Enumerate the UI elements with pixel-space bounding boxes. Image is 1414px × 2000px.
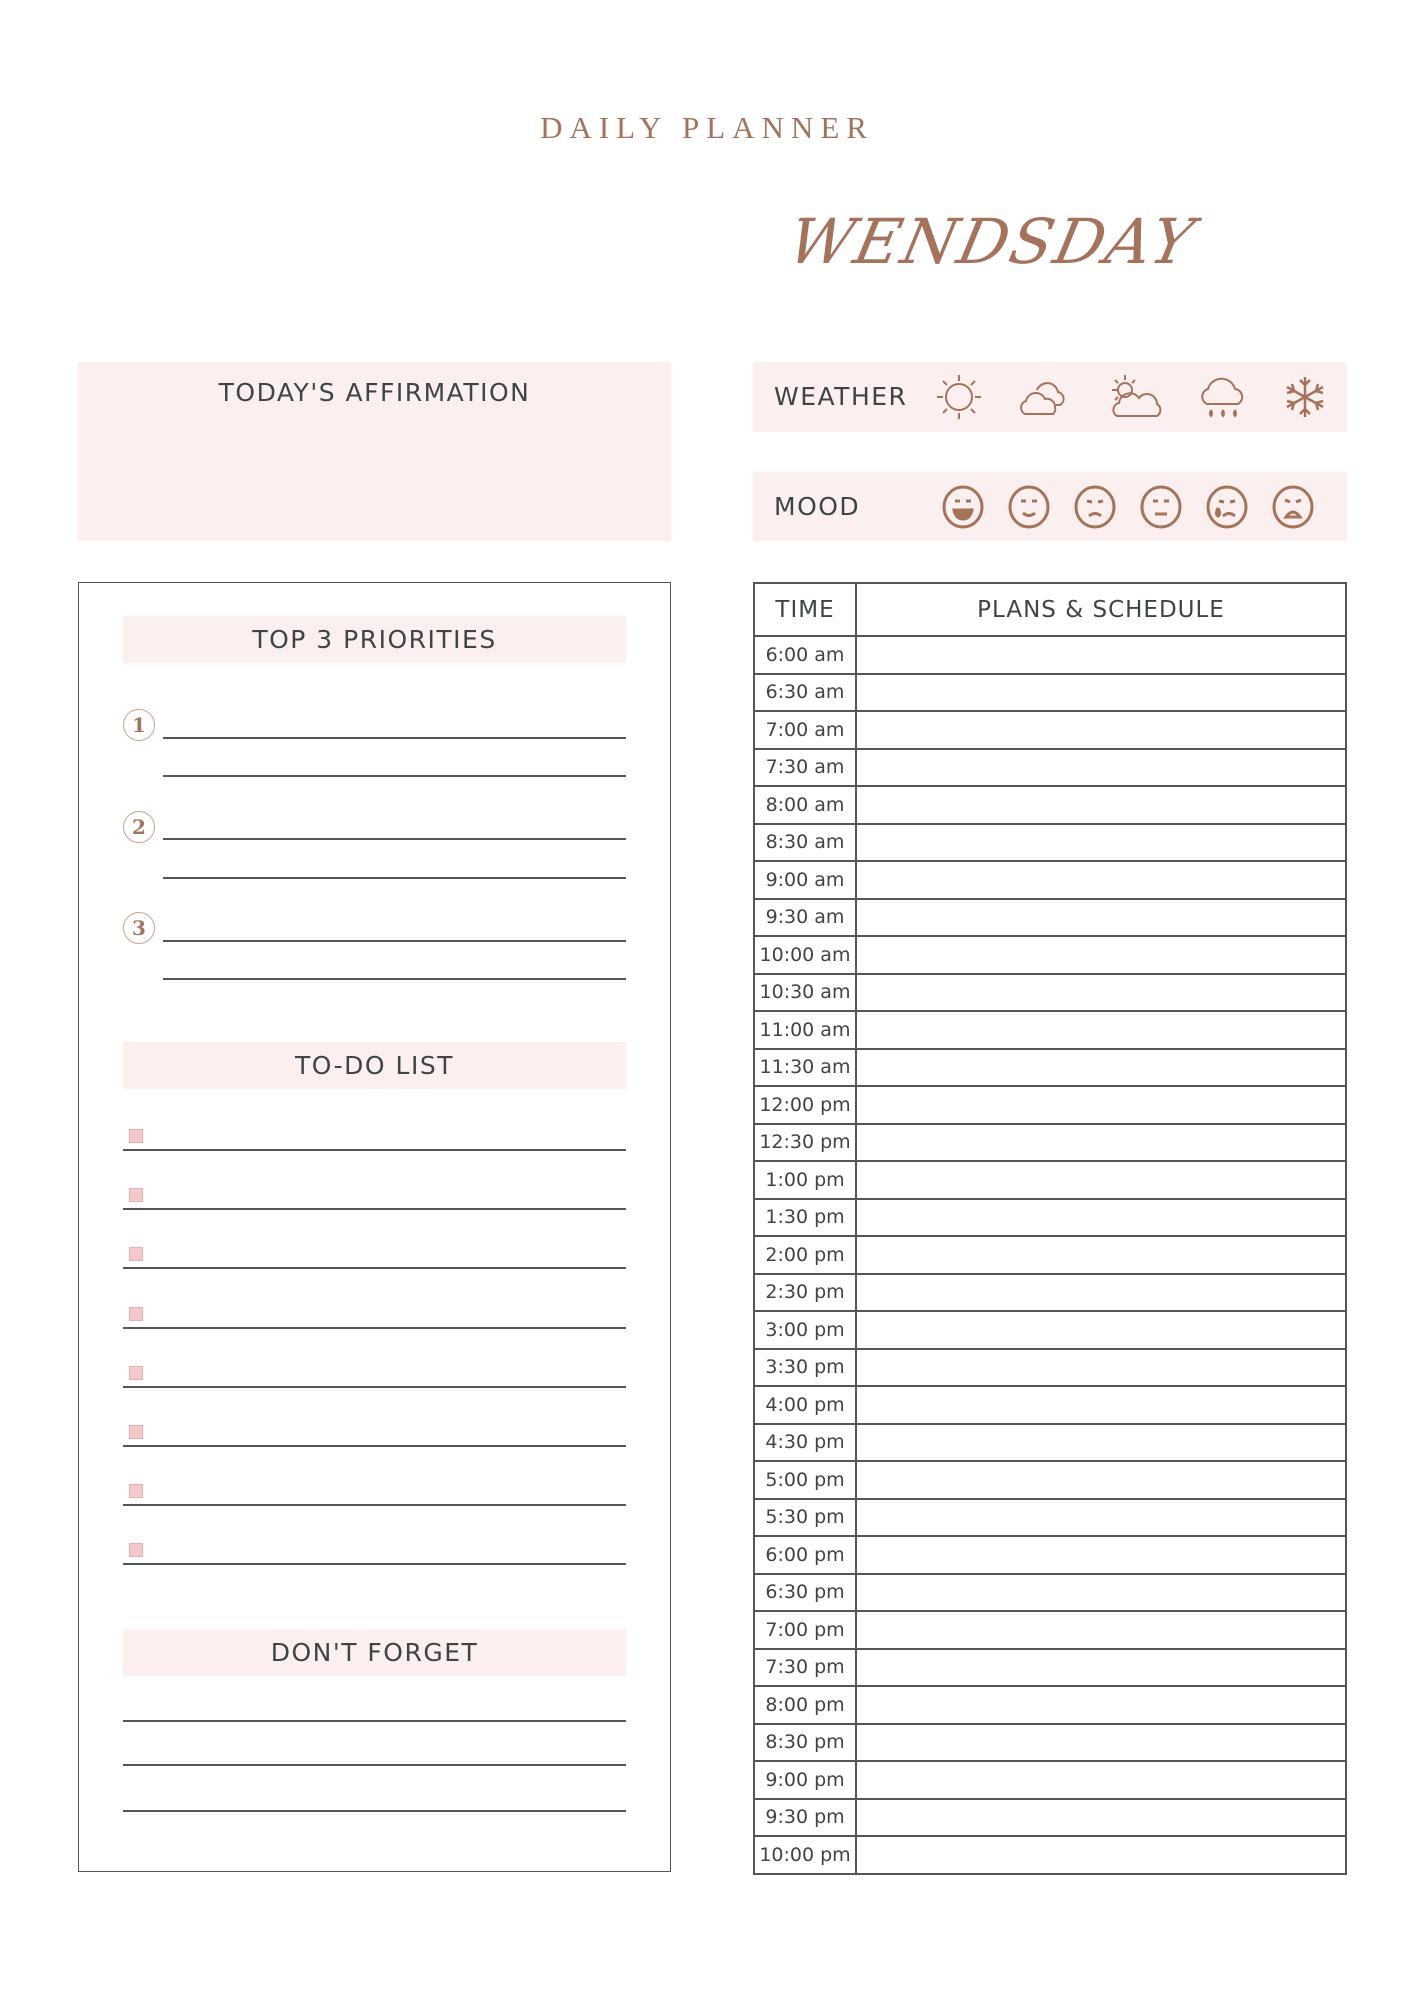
todo-line[interactable]: [123, 1208, 626, 1210]
time-cell: 11:00 am: [755, 1011, 856, 1049]
time-cell: 10:00 pm: [755, 1836, 856, 1873]
schedule-row: [755, 1349, 1345, 1387]
cloudy-icon[interactable]: [1017, 372, 1075, 422]
time-cell: 2:30 pm: [755, 1274, 856, 1312]
plan-cell[interactable]: [856, 1461, 1345, 1499]
time-cell: 5:00 pm: [755, 1461, 856, 1499]
time-column-header: TIME: [755, 584, 856, 636]
priority-line[interactable]: [163, 877, 626, 879]
plan-cell[interactable]: [856, 1499, 1345, 1537]
priority-line[interactable]: [163, 940, 626, 942]
plan-cell[interactable]: [856, 1124, 1345, 1162]
plan-cell[interactable]: [856, 674, 1345, 712]
schedule-row: [755, 1086, 1345, 1124]
priorities-header: TOP 3 PRIORITIES: [123, 616, 626, 663]
affirmation-box[interactable]: [78, 362, 671, 541]
priority-line[interactable]: [163, 978, 626, 980]
plan-cell[interactable]: [856, 1274, 1345, 1312]
time-cell: 10:30 am: [755, 974, 856, 1012]
plan-cell[interactable]: [856, 1011, 1345, 1049]
time-cell: 9:30 pm: [755, 1799, 856, 1837]
time-cell: 6:30 am: [755, 674, 856, 712]
time-cell: 12:00 pm: [755, 1086, 856, 1124]
schedule-row: [755, 861, 1345, 899]
plan-cell[interactable]: [856, 1761, 1345, 1799]
time-cell: 1:30 pm: [755, 1199, 856, 1237]
priority-line[interactable]: [163, 838, 626, 840]
schedule-row: [755, 1274, 1345, 1312]
todo-line[interactable]: [123, 1445, 626, 1447]
laughing-face-icon[interactable]: [941, 484, 985, 530]
schedule-row: [755, 1686, 1345, 1724]
mood-row: [753, 472, 1347, 541]
plan-cell[interactable]: [856, 1311, 1345, 1349]
plan-cell[interactable]: [856, 1536, 1345, 1574]
schedule-row: [755, 1199, 1345, 1237]
schedule-row: [755, 711, 1345, 749]
priority-line[interactable]: [163, 775, 626, 777]
time-cell: 3:00 pm: [755, 1311, 856, 1349]
day-name: WENDSDAY: [782, 205, 1203, 278]
schedule-row: [755, 1049, 1345, 1087]
schedule-row: [755, 974, 1345, 1012]
plan-cell[interactable]: [856, 1686, 1345, 1724]
time-cell: 7:00 pm: [755, 1611, 856, 1649]
plan-cell[interactable]: [856, 636, 1345, 674]
schedule-row: [755, 1799, 1345, 1837]
plan-cell[interactable]: [856, 1349, 1345, 1387]
todo-checkbox[interactable]: [129, 1425, 143, 1439]
time-cell: 5:30 pm: [755, 1499, 856, 1537]
schedule-row: [755, 674, 1345, 712]
schedule-row: [755, 749, 1345, 787]
time-cell: 6:00 am: [755, 636, 856, 674]
plan-cell[interactable]: [856, 936, 1345, 974]
schedule-row: [755, 1836, 1345, 1873]
plans-column-header: PLANS & SCHEDULE: [856, 584, 1345, 636]
partly-cloudy-icon[interactable]: [1107, 372, 1165, 422]
plan-cell[interactable]: [856, 749, 1345, 787]
todo-line[interactable]: [123, 1149, 626, 1151]
time-cell: 9:00 pm: [755, 1761, 856, 1799]
plan-cell[interactable]: [856, 1236, 1345, 1274]
plan-cell[interactable]: [856, 899, 1345, 937]
plan-cell[interactable]: [856, 711, 1345, 749]
priority-number-2: 2: [123, 811, 155, 843]
plan-cell[interactable]: [856, 1199, 1345, 1237]
plan-cell[interactable]: [856, 1574, 1345, 1612]
dont-forget-line[interactable]: [123, 1764, 626, 1766]
priority-line[interactable]: [163, 737, 626, 739]
priority-number-3: 3: [123, 912, 155, 944]
plan-cell[interactable]: [856, 1386, 1345, 1424]
schedule-row: [755, 1574, 1345, 1612]
schedule-row: [755, 1386, 1345, 1424]
rain-icon[interactable]: [1197, 372, 1249, 422]
time-cell: 6:00 pm: [755, 1536, 856, 1574]
time-cell: 9:30 am: [755, 899, 856, 937]
priority-number-1: 1: [123, 709, 155, 741]
todo-checkbox[interactable]: [129, 1129, 143, 1143]
time-cell: 3:30 pm: [755, 1349, 856, 1387]
schedule-row: [755, 1424, 1345, 1462]
time-cell: 7:30 am: [755, 749, 856, 787]
schedule-row: [755, 1724, 1345, 1762]
time-cell: 8:00 pm: [755, 1686, 856, 1724]
plan-cell[interactable]: [856, 1649, 1345, 1687]
todo-checkbox[interactable]: [129, 1307, 143, 1321]
plan-cell[interactable]: [856, 1424, 1345, 1462]
affirmation-label: TODAY'S AFFIRMATION: [218, 378, 531, 407]
plan-cell[interactable]: [856, 1086, 1345, 1124]
schedule-row: [755, 1536, 1345, 1574]
time-cell: 11:30 am: [755, 1049, 856, 1087]
schedule-row: [755, 636, 1345, 674]
neutral-face-icon[interactable]: [1139, 484, 1183, 530]
schedule-row: [755, 936, 1345, 974]
todo-checkbox[interactable]: [129, 1188, 143, 1202]
plan-cell[interactable]: [856, 786, 1345, 824]
todo-line[interactable]: [123, 1327, 626, 1329]
schedule-row: [755, 1124, 1345, 1162]
time-cell: 4:00 pm: [755, 1386, 856, 1424]
weather-row: [753, 362, 1347, 432]
plan-cell[interactable]: [856, 974, 1345, 1012]
schedule-row: [755, 899, 1345, 937]
sad-face-icon[interactable]: [1073, 484, 1117, 530]
todo-line[interactable]: [123, 1504, 626, 1506]
time-cell: 8:30 pm: [755, 1724, 856, 1762]
crying-face-icon[interactable]: [1205, 484, 1249, 530]
page-title: DAILY PLANNER: [540, 110, 874, 145]
schedule-row: [755, 1461, 1345, 1499]
plan-cell[interactable]: [856, 1049, 1345, 1087]
plan-cell[interactable]: [856, 1836, 1345, 1873]
schedule-row: [755, 1011, 1345, 1049]
todo-line[interactable]: [123, 1386, 626, 1388]
mood-label: MOOD: [774, 492, 861, 521]
schedule-row: [755, 1161, 1345, 1199]
time-cell: 8:30 am: [755, 824, 856, 862]
plan-cell[interactable]: [856, 1799, 1345, 1837]
plan-cell[interactable]: [856, 1724, 1345, 1762]
todo-checkbox[interactable]: [129, 1366, 143, 1380]
sun-icon[interactable]: [933, 372, 985, 422]
plan-cell[interactable]: [856, 1161, 1345, 1199]
todo-line[interactable]: [123, 1563, 626, 1565]
time-cell: 1:00 pm: [755, 1161, 856, 1199]
dont-forget-header: DON'T FORGET: [123, 1629, 626, 1676]
schedule-row: [755, 1311, 1345, 1349]
plan-cell[interactable]: [856, 861, 1345, 899]
schedule-table: [753, 582, 1347, 1875]
schedule-row: [755, 1499, 1345, 1537]
snowflake-icon[interactable]: [1281, 372, 1329, 422]
todo-line[interactable]: [123, 1267, 626, 1269]
plan-cell[interactable]: [856, 1611, 1345, 1649]
plan-cell[interactable]: [856, 824, 1345, 862]
schedule-row: [755, 824, 1345, 862]
schedule-row: [755, 1649, 1345, 1687]
schedule-row: [755, 1611, 1345, 1649]
schedule-row: [755, 1236, 1345, 1274]
todo-checkbox[interactable]: [129, 1543, 143, 1557]
time-cell: 8:00 am: [755, 786, 856, 824]
todo-checkbox[interactable]: [129, 1484, 143, 1498]
weather-label: WEATHER: [774, 382, 908, 411]
left-panel: [78, 582, 671, 1872]
todo-header: TO-DO LIST: [123, 1042, 626, 1089]
todo-checkbox[interactable]: [129, 1247, 143, 1261]
time-cell: 12:30 pm: [755, 1124, 856, 1162]
time-cell: 2:00 pm: [755, 1236, 856, 1274]
dont-forget-line[interactable]: [123, 1810, 626, 1812]
schedule-row: [755, 786, 1345, 824]
time-cell: 6:30 pm: [755, 1574, 856, 1612]
angry-face-icon[interactable]: [1271, 484, 1315, 530]
time-cell: 7:30 pm: [755, 1649, 856, 1687]
time-cell: 10:00 am: [755, 936, 856, 974]
time-cell: 9:00 am: [755, 861, 856, 899]
time-cell: 7:00 am: [755, 711, 856, 749]
smiling-face-icon[interactable]: [1007, 484, 1051, 530]
schedule-row: [755, 1761, 1345, 1799]
time-cell: 4:30 pm: [755, 1424, 856, 1462]
dont-forget-line[interactable]: [123, 1720, 626, 1722]
